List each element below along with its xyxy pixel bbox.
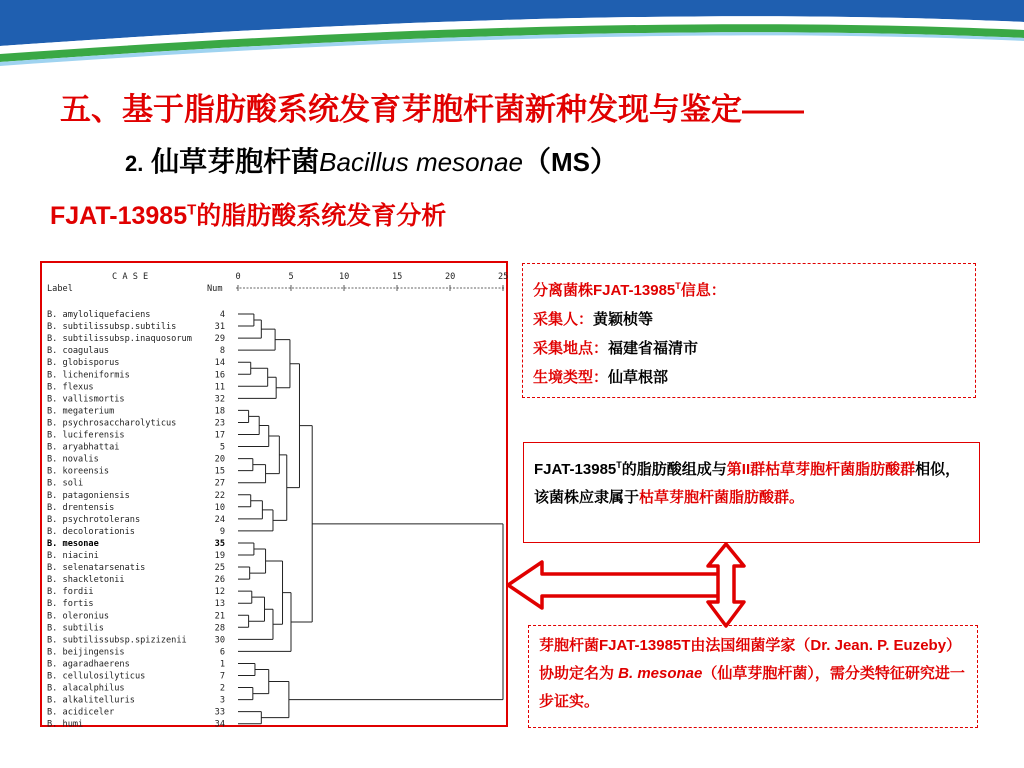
dendro-row-num: 22 — [214, 490, 225, 501]
dendro-branch — [238, 495, 251, 507]
dendro-row-num: 8 — [219, 346, 225, 357]
dendro-branch — [287, 364, 300, 488]
comparison-sup: T — [616, 460, 622, 470]
dendro-row-num: 18 — [214, 406, 225, 417]
dendro-row-label: B. patagoniensis — [47, 490, 130, 501]
dendro-row-label: B. amyloliquefaciens — [47, 310, 151, 320]
subtitle-paren-close: ） — [589, 146, 618, 177]
subtitle-abbr: MS — [550, 147, 590, 177]
location-label: 采集地点： — [533, 340, 609, 357]
dendro-branch — [238, 591, 252, 603]
collector-label: 采集人： — [533, 311, 594, 328]
note-text — [539, 632, 971, 716]
dendro-branch — [238, 314, 254, 326]
heading-strain: FJAT-13985 — [50, 202, 188, 230]
subtitle-paren-open: （ — [522, 146, 551, 177]
dendro-scale-tick: 5 — [288, 272, 294, 282]
dendro-scale-tick: 10 — [339, 272, 350, 282]
dendro-row-num: 13 — [214, 599, 225, 610]
dendro-row-label: B. humi — [47, 719, 84, 730]
dendro-row-num: 15 — [214, 466, 225, 477]
dendro-row-num: 1 — [219, 659, 225, 670]
dendro-row-num: 4 — [219, 310, 225, 320]
comparison-text — [534, 451, 973, 512]
dendro-row-label: B. drentensis — [47, 502, 115, 513]
dendro-row-num: 17 — [214, 430, 225, 441]
dendro-branch — [249, 597, 265, 621]
dendro-row-num: 16 — [214, 370, 225, 381]
comparison-strain: FJAT-13985 — [534, 461, 617, 478]
subtitle-latin-name: Bacillus mesonae — [319, 147, 523, 177]
dendro-branch — [238, 329, 275, 350]
dendro-row-label: B. fordii — [47, 587, 94, 598]
dendro-row-label: B. alacalphilus — [47, 683, 125, 694]
section-heading — [50, 196, 446, 232]
info-title-prefix: 分离菌株FJAT-13985 — [533, 282, 676, 299]
dendro-row-label: B. koreensis — [47, 466, 110, 477]
habitat-label: 生境类型： — [533, 369, 609, 386]
dendro-branch — [238, 377, 276, 398]
dendro-branch — [238, 465, 266, 483]
dendro-row-num: 19 — [214, 551, 225, 561]
dendro-row-num: 34 — [214, 719, 225, 730]
dendro-branch — [273, 455, 287, 521]
dendro-branch — [238, 510, 273, 531]
dendro-row-num: 25 — [214, 563, 225, 574]
dendro-row-label: B. megaterium — [47, 406, 115, 417]
info-location — [533, 334, 975, 363]
dendro-row-label: B. decolorationis — [47, 526, 135, 537]
note-latin-name: B. mesonae — [618, 665, 703, 682]
dendro-branch — [261, 682, 289, 718]
dendro-row-label: B. psychrotolerans — [47, 514, 141, 525]
dendro-row-num: 31 — [214, 322, 225, 333]
dendro-row-num: 14 — [214, 358, 225, 369]
subtitle-cn-name: 仙草芽胞杆菌 — [151, 146, 320, 177]
collector-value: 黄颖桢等 — [593, 311, 654, 328]
dendro-branch — [291, 426, 312, 622]
dendro-branch — [238, 459, 253, 471]
dendro-row-label: B. psychrosaccharolyticus — [47, 418, 177, 429]
dendro-case-header: C A S E — [112, 272, 149, 282]
dendro-row-num: 7 — [219, 671, 225, 682]
location-value: 福建省福清市 — [608, 340, 699, 357]
dendro-row-label: B. cellulosilyticus — [47, 671, 146, 682]
dendrogram-svg — [42, 263, 509, 730]
heading-suffix: 的脂肪酸系统发育分析 — [196, 202, 447, 230]
dendro-scale-tick: 25 — [498, 272, 509, 282]
dendro-branch — [238, 688, 253, 700]
info-title — [533, 272, 975, 305]
dendro-row-num: 21 — [214, 611, 225, 622]
dendro-row-label: B. coagulaus — [47, 346, 110, 357]
dendro-row-label: B. aryabhattai — [47, 442, 120, 453]
left-arrow-icon — [508, 562, 722, 608]
dendro-row-num: 10 — [214, 502, 225, 513]
dendro-scale-tick: 0 — [235, 272, 241, 282]
dendro-row-num: 33 — [214, 707, 225, 718]
comparison-group: 第II群枯草芽胞杆菌脂肪酸群 — [726, 461, 916, 478]
dendro-branch — [238, 609, 273, 639]
dendro-branch — [266, 436, 280, 474]
dendro-label-header: Label — [47, 284, 73, 294]
strain-info-box — [522, 263, 976, 398]
dendro-row-num: 29 — [214, 334, 225, 345]
dendro-row-num: 35 — [214, 538, 225, 549]
dendro-row-num: 6 — [219, 647, 225, 658]
dendro-row-num: 30 — [214, 635, 225, 646]
dendro-row-label: B. flexus — [47, 382, 94, 393]
dendro-row-label: B. oleronius — [47, 611, 110, 622]
dendro-row-num: 24 — [214, 514, 225, 525]
dendro-branch — [238, 663, 255, 675]
dendro-row-label: B. subtilissubsp.inaquosorum — [47, 334, 192, 345]
dendro-row-num: 5 — [219, 442, 225, 453]
dendro-branch — [238, 501, 262, 519]
dendro-row-label: B. subtilissubsp.spizizenii — [47, 635, 187, 646]
dendro-scale-tick: 20 — [445, 272, 456, 282]
dendro-row-label: B. novalis — [47, 454, 99, 465]
slide-title: 五、基于脂肪酸系统发育芽胞杆菌新种发现与鉴定—— — [60, 92, 804, 127]
dendro-row-num: 32 — [214, 394, 225, 405]
dendro-branch — [275, 340, 290, 388]
dendro-branch — [250, 549, 266, 573]
naming-note-box — [528, 625, 978, 728]
info-title-suffix: 信息： — [680, 282, 726, 299]
dendrogram-panel — [40, 261, 509, 730]
dendro-row-label: B. fortis — [47, 599, 94, 610]
comparison-conclusion: 枯草芽胞杆菌脂肪酸群。 — [639, 489, 805, 506]
dendro-row-num: 3 — [219, 695, 225, 706]
info-collector — [533, 305, 975, 334]
connector-arrows — [500, 540, 750, 630]
dendro-branch — [238, 362, 251, 374]
dendro-branch — [238, 615, 249, 627]
dendro-branch — [289, 524, 503, 700]
note-part1: 芽胞杆菌FJAT-13985T由法国细菌学家（Dr. Jean. P. Euzeby）协助定名为 — [539, 637, 962, 682]
dendro-row-label: B. subtilissubsp.subtilis — [47, 322, 177, 333]
dendro-branch — [238, 320, 261, 338]
dendro-row-label: B. mesonae — [47, 538, 99, 549]
dendro-branch — [238, 410, 249, 422]
dendro-row-num: 9 — [219, 526, 225, 537]
dendro-row-num: 2 — [219, 683, 225, 694]
dendro-row-label: B. soli — [47, 478, 84, 489]
dendro-branch — [238, 543, 254, 555]
habitat-value: 仙草根部 — [608, 369, 669, 386]
dendro-row-label: B. acidiceler — [47, 707, 115, 718]
dendro-num-header: Num — [207, 284, 223, 294]
note-part2: （仙草芽胞杆菌），需分类特征研究进一步证实。 — [539, 665, 965, 710]
info-habitat — [533, 363, 975, 392]
dendro-row-label: B. subtilis — [47, 623, 104, 634]
dendro-branch — [266, 561, 283, 624]
dendro-row-num: 12 — [214, 587, 225, 598]
dendro-branch — [238, 368, 268, 386]
header-wave-band — [0, 0, 1024, 70]
dendro-branch — [238, 712, 261, 724]
dendro-row-num: 23 — [214, 418, 225, 429]
comparison-part4: 相似，该菌株应隶属于 — [534, 461, 961, 506]
dendro-row-label: B. beijingensis — [47, 647, 125, 658]
fatty-acid-comparison-box — [523, 442, 980, 543]
dendro-row-label: B. globisporus — [47, 358, 120, 369]
dendro-row-num: 11 — [214, 382, 225, 393]
dendro-row-label: B. agaradhaerens — [47, 659, 130, 670]
dendro-row-label: B. alkalitelluris — [47, 695, 135, 706]
dendro-row-num: 27 — [214, 478, 225, 489]
comparison-part2: 的脂肪酸组成与 — [621, 461, 727, 478]
dendro-row-num: 28 — [214, 623, 225, 634]
heading-sup: T — [187, 201, 197, 219]
dendro-row-num: 20 — [214, 454, 225, 465]
info-title-sup: T — [675, 281, 681, 291]
subtitle-number: 2. — [125, 151, 144, 176]
dendro-branch — [238, 567, 250, 579]
dendro-row-label: B. shackletonii — [47, 575, 125, 586]
dendro-row-label: B. licheniformis — [47, 370, 130, 381]
dendro-row-label: B. niacini — [47, 551, 99, 561]
species-subtitle — [125, 140, 618, 180]
dendro-branch — [238, 425, 269, 446]
dendro-row-label: B. luciferensis — [47, 430, 125, 441]
dendro-row-num: 26 — [214, 575, 225, 586]
dendro-scale-tick: 15 — [392, 272, 403, 282]
dendro-row-label: B. selenatarsenatis — [47, 563, 146, 574]
dendro-row-label: B. vallismortis — [47, 394, 125, 405]
